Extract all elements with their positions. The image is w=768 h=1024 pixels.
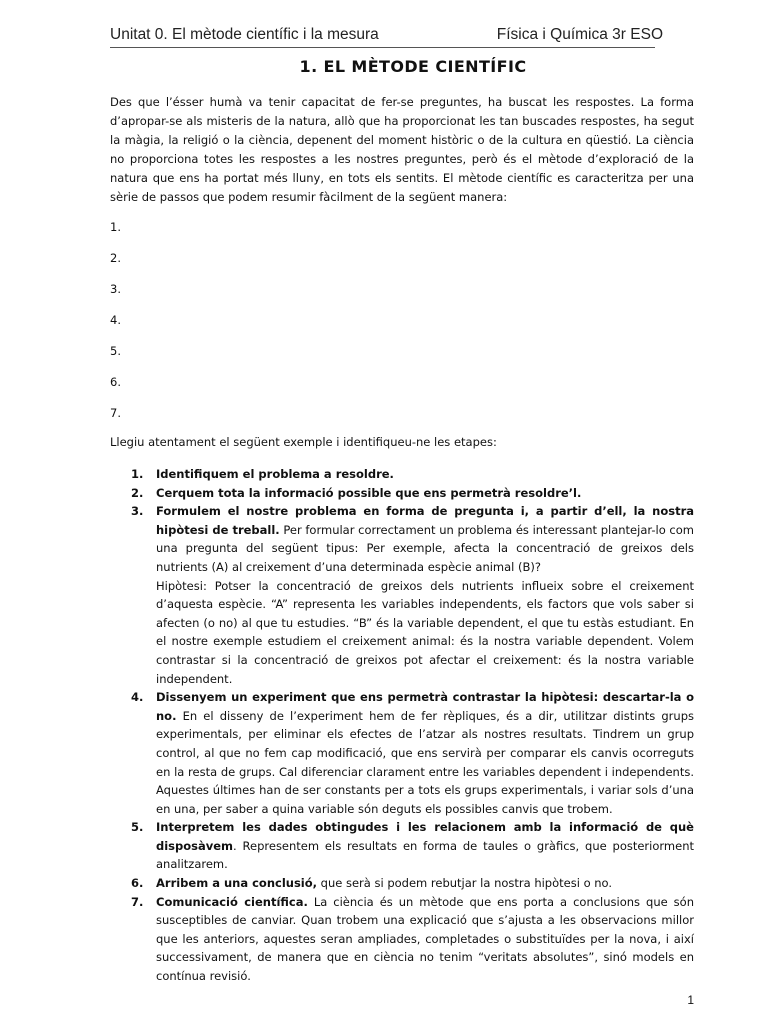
step-number: 5. xyxy=(131,820,144,835)
step-number: 2. xyxy=(131,485,144,500)
page-header xyxy=(110,23,663,48)
step-heading: Interpretem les dades obtingudes i les relacionem amb la informació de què disposàvem xyxy=(156,820,694,853)
blank-steps-list xyxy=(110,219,690,436)
step-number: 4. xyxy=(131,690,144,705)
blank-step-4: 4. xyxy=(110,313,121,327)
step-heading: Arribem a una conclusió, xyxy=(156,876,318,891)
blank-step-1: 1. xyxy=(110,220,121,234)
page-number: 1 xyxy=(687,993,694,1007)
header-course: Física i Química 3r ESO xyxy=(496,26,663,43)
step-heading: Dissenyem un experiment que ens permetrà contrastar la hipòtesi: descartar-la o no. xyxy=(156,690,694,723)
example-step-4 xyxy=(131,688,694,818)
intro-paragraph: Des que l’ésser humà va tenir capacitat de fer-se preguntes, ha buscat les respostes. La forma d’apropar-se als misteris de la natura, allò que ha proporcionat les tan buscades respostes, ha segut la màgia, la religió o la ciència, depenent del moment històric o de la cultura en qüestió. La ciència no proporciona totes les respostes a les nostres preguntes, però és el mètode d’exploració de la natura que ens ha portat més lluny, en tots els sentits. El mètode científic es caracteritza per una sèrie de passos que podem resumir fàcilment de la següent manera: xyxy=(110,95,694,204)
step-hypothesis-text: Hipòtesi: Potser la concentració de greixos dels nutrients influeix sobre el creixement d’aquesta espècie. “A” representa les variables independents, els factors que vols saber si afecten (o no) al que tu estudies. “B” és la variable dependent, el que tu estàs estudiant. En el nostre exemple estudiem el creixement animal: és la nostra variable dependent. Volem contrastar si la concentració de greixos pot afectar el creixement: és la nostra variable independent. xyxy=(156,578,694,686)
example-step-3 xyxy=(131,502,694,688)
step-text: En el disseny de l’experiment hem de fer rèpliques, és a dir, utilitzar distints grups experimentals, per eliminar els efectes de l’atzar als nostres resultats. Tindrem un grup control, al que no fem cap modificació, que ens servirà per comparar els canvis ocorreguts en la resta de grups. Cal diferenciar clarament entre les variables dependent i independents. Aquestes últimes han de ser constants per a tots els grups experimentals, i variar sols d’una en una, per saber a quina variable són deguts els possibles canvis que trobem. xyxy=(156,708,694,816)
step-number: 3. xyxy=(131,504,144,519)
example-step-6 xyxy=(131,874,694,893)
blank-step-3: 3. xyxy=(110,282,121,296)
example-step-7 xyxy=(131,893,694,986)
step-number: 1. xyxy=(131,467,144,481)
step-text: Per formular correctament un problema és interessant plantejar-lo com una pregunta del següent tipus: Per exemple, afecta la concentració de greixos dels nutrients (A) al creixement d’una determinada espècie animal (B)? xyxy=(156,522,694,574)
blank-step-5: 5. xyxy=(110,344,121,358)
section-title: 1. EL MÈTODE CIENTÍFIC xyxy=(299,57,527,76)
blank-step-6: 6. xyxy=(110,375,121,389)
header-unit-title: Unitat 0. El mètode científic i la mesura xyxy=(110,26,379,43)
example-step-2 xyxy=(131,484,694,503)
instruction-text: Llegiu atentament el següent exemple i identifiqueu-ne les etapes: xyxy=(110,435,497,449)
step-number: 6. xyxy=(131,876,144,891)
step-text: . Representem els resultats en forma de taules o gràfics, que posteriorment analitzarem. xyxy=(156,838,694,872)
blank-step-2: 2. xyxy=(110,251,121,265)
step-heading: Formulem el nostre problema en forma de pregunta i, a partir d’ell, la nostra hipòtesi de treball. xyxy=(156,504,694,537)
example-step-1 xyxy=(131,465,694,484)
example-step-5 xyxy=(131,818,694,874)
step-text: que serà si podem rebutjar la nostra hipòtesi o no. xyxy=(317,876,613,891)
blank-step-7: 7. xyxy=(110,406,121,420)
step-text: La ciència és un mètode que ens porta a conclusions que són susceptibles de canviar. Quan trobem una explicació que s’ajusta a les observacions millor que les anteriors, aquestes seran ampliades, completades o substituïdes per la nova, i així successivament, de manera que en ciència no tenim “veritats absolutes”, sinó models en contínua revisió. xyxy=(156,894,694,984)
step-number: 7. xyxy=(131,894,144,909)
step-heading: Identifiquem el problema a resoldre. xyxy=(156,467,394,481)
step-heading: Cerquem tota la informació possible que ens permetrà resoldre’l. xyxy=(156,485,582,500)
step-heading: Comunicació científica. xyxy=(156,894,308,909)
example-steps-list xyxy=(131,465,694,986)
